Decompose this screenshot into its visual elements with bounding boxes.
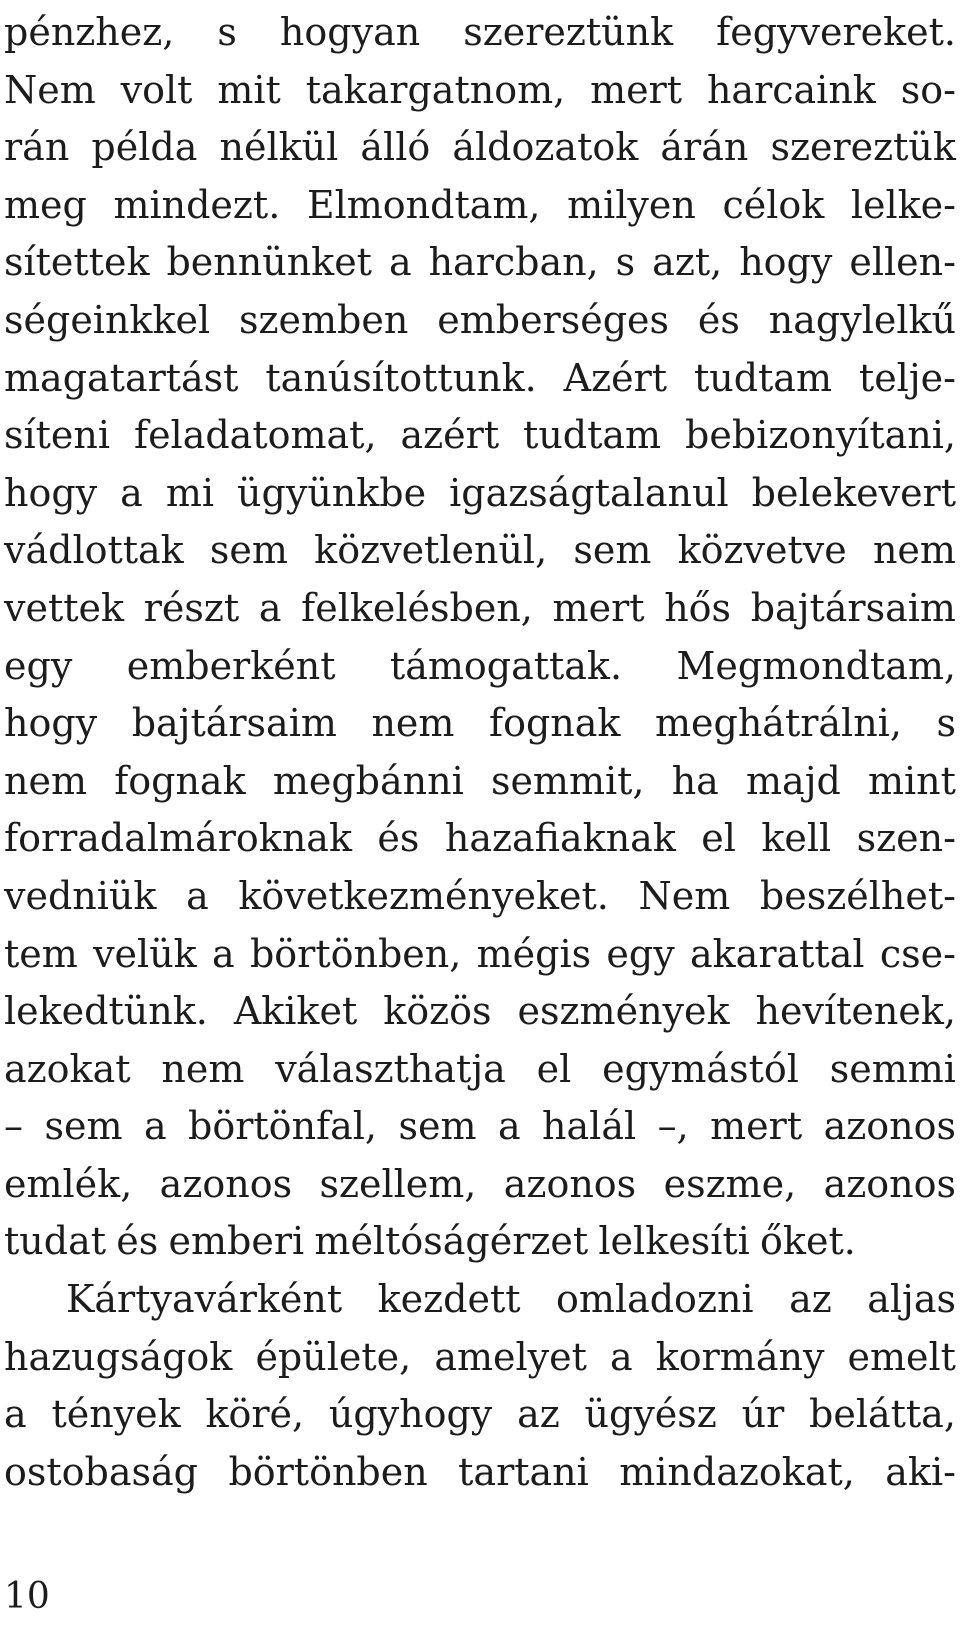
- word: mindazokat,: [619, 1449, 855, 1494]
- word: szen-: [856, 816, 956, 861]
- word: Nem: [4, 67, 96, 112]
- word: épülete,: [255, 1334, 412, 1379]
- word: semmi: [829, 1046, 956, 1091]
- word: azért: [400, 413, 500, 458]
- word: egymástól: [602, 1046, 799, 1091]
- word: sem: [44, 1104, 123, 1149]
- word: akarattal: [690, 931, 865, 976]
- word: ha: [671, 758, 719, 803]
- word: igazságtalanul: [449, 470, 729, 515]
- text-line: [4, 1386, 956, 1444]
- text-line: [4, 810, 956, 868]
- word: a: [388, 240, 412, 285]
- word: feladatomat,: [134, 413, 377, 458]
- word: az: [517, 1392, 560, 1437]
- word: belekevert: [751, 470, 956, 515]
- text-line: [4, 62, 956, 120]
- word: lekedtünk.: [4, 989, 208, 1034]
- word: a: [497, 1104, 521, 1149]
- word: halál: [542, 1104, 637, 1149]
- word: közvetve: [677, 528, 847, 573]
- body-text: [4, 4, 956, 1501]
- word: választhatja: [275, 1046, 506, 1091]
- word: példa: [91, 125, 198, 170]
- word: vádlottak: [4, 528, 184, 573]
- word: hogy: [4, 701, 98, 746]
- word: Nem: [638, 873, 731, 918]
- word: azonos: [823, 1161, 956, 1206]
- word: lelkesíti: [598, 1219, 750, 1264]
- text-line: [4, 926, 956, 984]
- word: omladozni: [556, 1277, 754, 1322]
- word: nem: [872, 528, 956, 573]
- word: hevítenek,: [755, 989, 956, 1034]
- word: harcban,: [428, 240, 599, 285]
- word: álló: [360, 125, 431, 170]
- word: hazugságok: [4, 1334, 233, 1379]
- word: el: [701, 816, 736, 861]
- page-number: 10: [4, 1576, 50, 1617]
- word: tudtam: [523, 413, 662, 458]
- word: vettek: [4, 585, 125, 630]
- word: kezdett: [377, 1277, 521, 1322]
- word: bajtársaim: [750, 585, 956, 630]
- word: hős: [664, 585, 732, 630]
- word: tem: [4, 931, 78, 976]
- word: emlék,: [4, 1161, 133, 1206]
- word: nélkül: [219, 125, 339, 170]
- word: mégis: [476, 931, 592, 976]
- word: szellem,: [319, 1161, 477, 1206]
- word: nem: [4, 758, 87, 803]
- word: úgyhogy: [328, 1392, 493, 1437]
- word: sem: [209, 528, 288, 573]
- word: sem: [398, 1104, 477, 1149]
- word: célok: [722, 182, 825, 227]
- word: eszmények: [517, 989, 730, 1034]
- word: emberként: [126, 643, 336, 688]
- word: cse-: [879, 931, 956, 976]
- word: szereztünk: [463, 10, 674, 54]
- word: fognak: [489, 701, 621, 746]
- word: –,: [657, 1104, 689, 1149]
- text-line: [4, 1098, 956, 1156]
- word: megbánni: [272, 758, 464, 803]
- text-line: [4, 119, 956, 177]
- word: tartani: [458, 1449, 589, 1494]
- word: sem: [573, 528, 652, 573]
- word: belátta,: [809, 1392, 956, 1437]
- word: s: [936, 701, 956, 746]
- word: a: [258, 585, 282, 630]
- word: mert: [590, 67, 683, 112]
- word: nagylelkű: [768, 297, 956, 342]
- word: a: [143, 1104, 167, 1149]
- word: részt: [143, 585, 240, 630]
- word: bennünket: [166, 240, 372, 285]
- word: bebizonyítani,: [685, 413, 956, 458]
- word: milyen: [567, 182, 696, 227]
- word: hogyan: [279, 10, 421, 54]
- word: közös: [383, 989, 492, 1034]
- word: és: [697, 297, 740, 342]
- word: so-: [900, 67, 956, 112]
- text-line: [4, 638, 956, 696]
- word: árán: [660, 125, 749, 170]
- text-line: [4, 522, 956, 580]
- word: az: [789, 1277, 832, 1322]
- text-line: [4, 234, 956, 292]
- word: beszélhet-: [759, 873, 956, 918]
- word: ségeinkkel: [4, 297, 211, 342]
- word: úr: [741, 1392, 785, 1437]
- word: a: [212, 931, 235, 976]
- word: a: [4, 1392, 27, 1437]
- word: nem: [371, 701, 455, 746]
- word: s: [217, 10, 237, 54]
- word: lelke-: [850, 182, 956, 227]
- word: börtönben: [228, 1449, 428, 1494]
- word: egy: [4, 643, 73, 688]
- word: fegyvereket.: [716, 10, 956, 54]
- word: börtönben,: [249, 931, 462, 976]
- word: forradalmároknak: [4, 816, 352, 861]
- word: velük: [93, 931, 197, 976]
- word: bajtársaim: [131, 701, 337, 746]
- text-line: [4, 4, 956, 62]
- text-line: [4, 177, 956, 235]
- word: és: [116, 1219, 159, 1264]
- word: emelt: [847, 1334, 956, 1379]
- word: támogattak.: [389, 643, 623, 688]
- word: mi: [165, 470, 215, 515]
- word: tények: [51, 1392, 181, 1437]
- word: és: [377, 816, 420, 861]
- word: emberi: [168, 1219, 305, 1264]
- word: szemben: [239, 297, 409, 342]
- word: semmit,: [490, 758, 645, 803]
- word: pénzhez,: [4, 10, 175, 54]
- word: Azért: [563, 355, 668, 400]
- word: kormány: [655, 1334, 825, 1379]
- word: el: [536, 1046, 572, 1091]
- text-line: [4, 580, 956, 638]
- word: volt: [120, 67, 193, 112]
- text-line: [4, 1041, 956, 1099]
- word: a: [120, 470, 143, 515]
- word: hazafiaknak: [444, 816, 676, 861]
- word: mint: [868, 758, 956, 803]
- text-line: [4, 868, 956, 926]
- word: fognak: [114, 758, 246, 803]
- word: ügyész: [584, 1392, 717, 1437]
- word: sítettek: [4, 240, 150, 285]
- word: méltóságérzet: [314, 1219, 589, 1264]
- word: köré,: [205, 1392, 305, 1437]
- word: tudat: [4, 1219, 106, 1264]
- word: a: [186, 873, 209, 918]
- word: kell: [761, 816, 832, 861]
- text-line: [4, 1444, 956, 1502]
- word: Akiket: [233, 989, 358, 1034]
- word: azokat: [4, 1046, 131, 1091]
- word: azonos: [503, 1161, 637, 1206]
- word: takargatnom,: [305, 67, 566, 112]
- word: Elmondtam,: [306, 182, 541, 227]
- text-line: [4, 465, 956, 523]
- text-line: [4, 1213, 956, 1271]
- text-line: [4, 753, 956, 811]
- word: azt,: [652, 240, 723, 285]
- word: hogy: [4, 470, 98, 515]
- text-line: [4, 983, 956, 1041]
- word: Kártyavárként: [66, 1277, 343, 1322]
- text-line: [4, 292, 956, 350]
- word: nem: [161, 1046, 245, 1091]
- text-line: [4, 1271, 956, 1329]
- word: szereztük: [770, 125, 956, 170]
- word: következményeket.: [238, 873, 609, 918]
- word: közvetlenül,: [314, 528, 548, 573]
- word: rán: [4, 125, 70, 170]
- word: azonos: [823, 1104, 956, 1149]
- word: ügyünkbe: [237, 470, 427, 515]
- word: emberséges: [437, 297, 670, 342]
- word: mert: [552, 585, 645, 630]
- word: azonos: [159, 1161, 293, 1206]
- word: a: [609, 1334, 633, 1379]
- word: ostobaság: [4, 1449, 198, 1494]
- word: –: [4, 1104, 23, 1149]
- text-line: [4, 1156, 956, 1214]
- word: magatartást: [4, 355, 239, 400]
- word: tudtam: [693, 355, 832, 400]
- word: hogy: [739, 240, 833, 285]
- word: áldozatok: [452, 125, 639, 170]
- word: ellen-: [849, 240, 956, 285]
- word: majd: [746, 758, 841, 803]
- word: börtönfal,: [188, 1104, 377, 1149]
- word: egy: [606, 931, 675, 976]
- word: eszme,: [663, 1161, 797, 1206]
- text-line: [4, 1329, 956, 1387]
- word: mert: [710, 1104, 803, 1149]
- word: felkelésben,: [301, 585, 533, 630]
- word: meg: [4, 182, 87, 227]
- word: aki-: [885, 1449, 956, 1494]
- word: amelyet: [434, 1334, 587, 1379]
- text-line: [4, 350, 956, 408]
- word: telje-: [858, 355, 956, 400]
- word: s: [615, 240, 636, 285]
- word: síteni: [4, 413, 111, 458]
- word: mit: [217, 67, 281, 112]
- word: aljas: [867, 1277, 956, 1322]
- word: mindezt.: [113, 182, 281, 227]
- text-line: [4, 695, 956, 753]
- word: vedniük: [4, 873, 157, 918]
- word: őket.: [760, 1219, 856, 1264]
- word: harcaink: [706, 67, 876, 112]
- word: meghátrálni,: [654, 701, 902, 746]
- word: tanúsítottunk.: [265, 355, 537, 400]
- text-line: [4, 407, 956, 465]
- word: Megmondtam,: [676, 643, 956, 688]
